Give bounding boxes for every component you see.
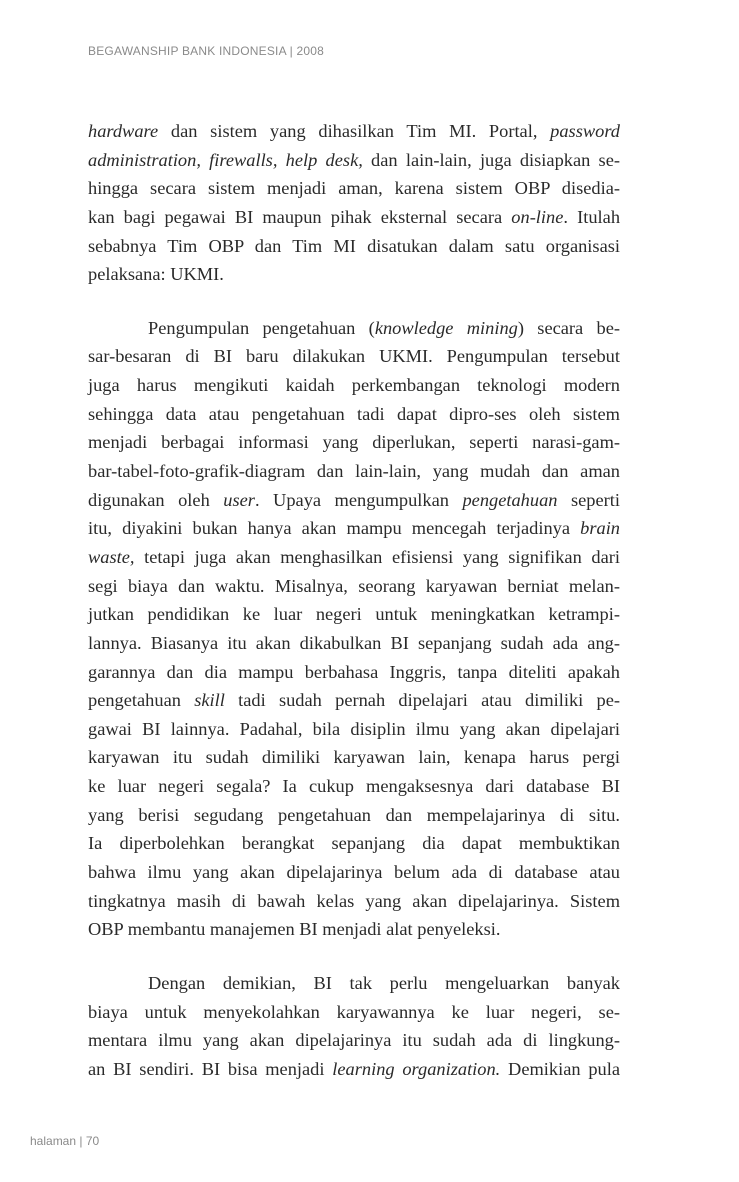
text-line	[88, 1055, 620, 1084]
body-text	[88, 117, 620, 1084]
italic-term: skill	[194, 690, 225, 711]
italic-term: administration, firewalls, help desk,	[88, 149, 363, 170]
text-run: . Upaya mengumpulkan	[254, 489, 463, 510]
text-run: pengetahuan	[88, 690, 195, 711]
text-run: seperti	[557, 489, 620, 510]
text-run: tingkatnya masih di bawah kelas yang akan dipelajarinya. Sistem	[88, 890, 620, 911]
text-line	[88, 400, 620, 429]
paragraph-3	[88, 969, 620, 1084]
italic-term: brain	[580, 518, 620, 539]
text-run: digunakan oleh	[88, 489, 224, 510]
text-run: Ia diperbolehkan berangkat sepanjang dia dapat membuktikan	[88, 833, 620, 854]
text-run: bar-tabel-foto-grafik-diagram dan lain-lain, yang mudah dan aman	[88, 461, 620, 482]
running-header: BEGAWANSHIP BANK INDONESIA | 2008	[88, 44, 325, 58]
text-line	[88, 117, 620, 146]
text-run: juga harus mengikuti kaidah perkembangan teknologi modern	[88, 375, 620, 396]
text-line	[88, 146, 620, 175]
text-run: sebabnya Tim OBP dan Tim MI disatukan dalam satu organisasi	[88, 235, 620, 256]
text-line	[88, 371, 620, 400]
text-line	[88, 342, 620, 371]
text-run: bahwa ilmu yang akan dipelajarinya belum ada di database atau	[88, 862, 620, 883]
text-line	[88, 543, 620, 572]
text-run: Dengan demikian, BI tak perlu mengeluarkan banyak	[148, 972, 620, 993]
text-line	[88, 658, 620, 687]
text-run: ke luar negeri segala? Ia cukup mengaksesnya dari database BI	[88, 776, 620, 797]
text-line	[88, 600, 620, 629]
italic-term: learning organization.	[332, 1058, 501, 1079]
text-run: sehingga data atau pengetahuan tadi dapat dipro-ses oleh sistem	[88, 403, 620, 424]
text-line	[88, 572, 620, 601]
text-run: biaya untuk menyekolahkan karyawannya ke luar negeri, se-	[88, 1001, 620, 1022]
text-run: ) secara be-	[517, 317, 620, 338]
text-run: Demikian pula	[500, 1058, 620, 1079]
text-run: dan lain-lain, juga disiapkan se-	[362, 149, 620, 170]
text-run: sar-besaran di BI baru dilakukan UKMI. Pengumpulan tersebut	[88, 346, 620, 367]
text-run: yang berisi segudang pengetahuan dan mempelajarinya di situ.	[88, 804, 620, 825]
italic-term: password	[550, 121, 620, 141]
italic-term: knowledge mining	[374, 317, 518, 338]
text-line	[88, 829, 620, 858]
text-run: segi biaya dan waktu. Misalnya, seorang karyawan berniat melan-	[88, 575, 620, 596]
text-run: menjadi berbagai informasi yang diperlukan, seperti narasi-gam-	[88, 432, 620, 453]
text-line	[88, 232, 620, 261]
italic-term: on-line	[511, 206, 564, 227]
text-line	[88, 314, 620, 343]
italic-term: pengetahuan	[462, 489, 558, 510]
text-line	[88, 887, 620, 916]
italic-term: hardware	[88, 121, 159, 141]
text-run: tetapi juga akan menghasilkan efisiensi yang signifikan dari	[134, 546, 620, 567]
text-line	[88, 629, 620, 658]
text-line	[88, 715, 620, 744]
text-line	[88, 858, 620, 887]
text-run: jutkan pendidikan ke luar negeri untuk meningkatkan ketrampi-	[88, 604, 620, 625]
text-run: mentara ilmu yang akan dipelajarinya itu sudah ada di lingkung-	[88, 1030, 620, 1051]
text-line	[88, 203, 620, 232]
text-run: itu, diyakini bukan hanya akan mampu mencegah terjadinya	[88, 518, 581, 539]
text-run: OBP membantu manajemen BI menjadi alat penyeleksi.	[88, 919, 501, 940]
text-line	[88, 486, 620, 515]
text-run: . Itulah	[563, 206, 621, 227]
text-line	[88, 686, 620, 715]
text-run: karyawan itu sudah dimiliki karyawan lain, kenapa harus pergi	[88, 747, 620, 768]
italic-term: user	[223, 489, 255, 510]
text-line	[88, 801, 620, 830]
text-line	[88, 998, 620, 1027]
text-line	[88, 428, 620, 457]
text-run: lannya. Biasanya itu akan dikabulkan BI sepanjang sudah ada ang-	[88, 632, 620, 653]
text-line	[88, 915, 620, 944]
text-line	[88, 1026, 620, 1055]
text-run: pelaksana: UKMI.	[88, 264, 224, 285]
text-line	[88, 260, 620, 289]
paragraph-2	[88, 314, 620, 944]
text-run: Pengumpulan pengetahuan (	[148, 317, 375, 338]
paragraph-1	[88, 117, 620, 289]
text-run: hingga secara sistem menjadi aman, karena sistem OBP disedia-	[88, 178, 620, 199]
text-run: garannya dan dia mampu berbahasa Inggris, tanpa diteliti apakah	[88, 661, 620, 682]
text-line	[88, 514, 620, 543]
text-run: dan sistem yang dihasilkan Tim MI. Portal,	[158, 121, 551, 141]
text-line	[88, 457, 620, 486]
page-footer: halaman | 70	[30, 1134, 100, 1148]
text-run: tadi sudah pernah dipelajari atau dimiliki pe-	[224, 690, 621, 711]
text-run: an BI sendiri. BI bisa menjadi	[88, 1058, 333, 1079]
italic-term: waste,	[88, 546, 135, 567]
text-line	[88, 743, 620, 772]
text-run: gawai BI lainnya. Padahal, bila disiplin ilmu yang akan dipelajari	[88, 718, 620, 739]
text-line	[88, 969, 620, 998]
text-run: kan bagi pegawai BI maupun pihak eksternal secara	[88, 206, 512, 227]
text-line	[88, 174, 620, 203]
text-line	[88, 772, 620, 801]
